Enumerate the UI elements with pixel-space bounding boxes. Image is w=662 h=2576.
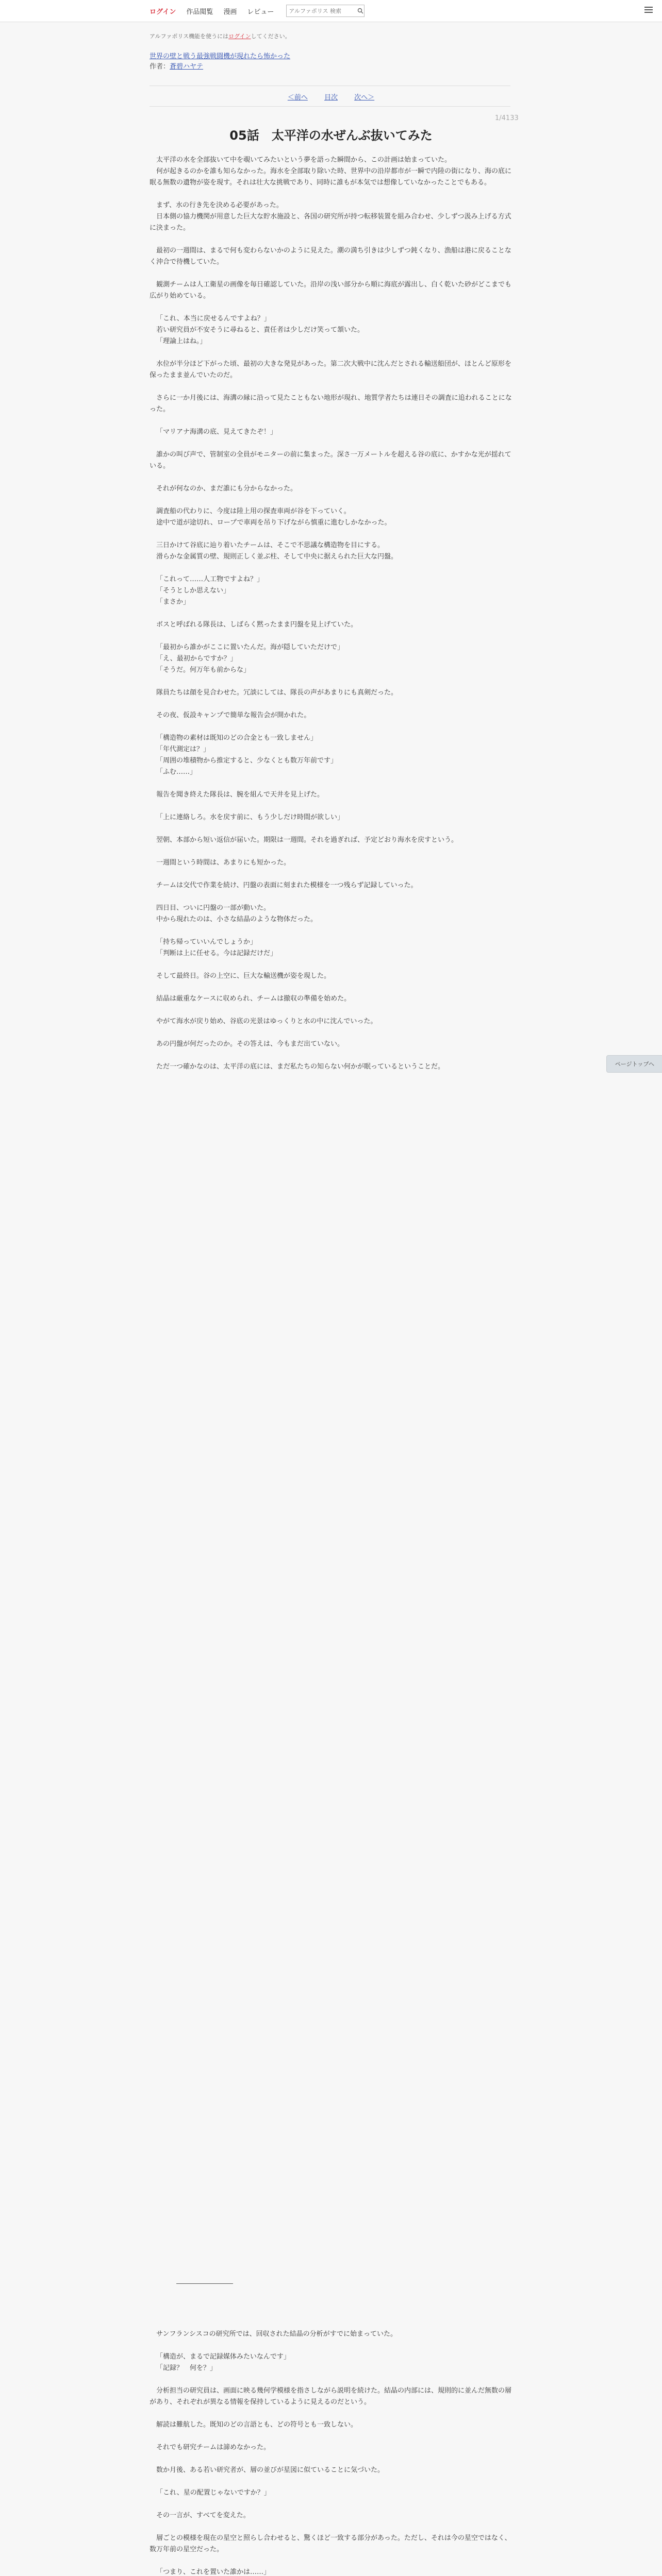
chapter-body-bottom: [150, 2329, 512, 2576]
table-of-contents-link[interactable]: 目次: [324, 94, 338, 101]
nav-manga-link[interactable]: 漫画: [223, 8, 237, 16]
body-paragraph: 翌朝、本部から短い返信が届いた。期限は一週間。それを過ぎれば、予定どおり海水を戻すという。: [156, 836, 458, 844]
body-paragraph: 何が起きるのかを誰も知らなかった。海水を全部取り除いた時、世界中の沿岸都市が一瞬で内陸の街になり、海の底に眠る無数の遺物が姿を現す。それは壮大な挑戦であり、同時に誰もが本気では想像していなかったことでもある。: [150, 167, 512, 187]
body-paragraph: [150, 302, 512, 313]
body-paragraph: [150, 721, 512, 733]
body-paragraph: [150, 869, 512, 880]
body-paragraph: 「持ち帰っていいんでしょうか」: [156, 938, 257, 946]
body-paragraph: 誰かの叫び声で、管制室の全員がモニターの前に集まった。深さ一万メートルを超える谷の底に、かすかな光が揺れている。: [150, 451, 511, 470]
chapter-body-top: [150, 155, 512, 1073]
body-paragraph: [150, 2431, 512, 2442]
body-paragraph: [150, 801, 512, 812]
chapter-title: 05話 太平洋の水ぜんぶ抜いてみた: [229, 128, 433, 143]
body-paragraph: [150, 925, 512, 937]
body-paragraph: [150, 381, 512, 393]
body-paragraph: それが何なのか、まだ誰にも分からなかった。: [156, 485, 297, 493]
body-paragraph: [150, 495, 512, 506]
body-paragraph: 観測チームは人工衛星の画像を毎日確認していた。沿岸の浅い部分から順に海底が露出し、白く乾いた砂がどこまでも広がり始めている。: [150, 281, 512, 300]
body-paragraph: 「判断は上に任せる。今は記録だけだ」: [156, 950, 277, 957]
author-label: 作者: [150, 63, 163, 71]
body-paragraph: [150, 2476, 512, 2487]
body-paragraph: 「まさか」: [156, 598, 190, 606]
body-paragraph: 層ごとの模様を現在の星空と照らし合わせると、驚くほど一致する部分があった。ただし、それは今の星空ではなく、数万年前の星空だった。: [150, 2534, 511, 2553]
search-icon[interactable]: [357, 7, 364, 15]
body-paragraph: [150, 891, 512, 903]
login-notice-suffix: してください。: [251, 33, 291, 40]
body-paragraph: 「ふむ……」: [156, 768, 197, 776]
body-paragraph: 中から現れたのは、小さな結晶のような物体だった。: [156, 916, 318, 923]
login-notice-link[interactable]: ログイン: [228, 33, 251, 40]
login-notice-prefix: アルファポリス機能を使うには: [150, 33, 229, 40]
body-paragraph: あの円盤が何だったのか。その答えは、今もまだ出ていない。: [156, 1040, 344, 1048]
body-paragraph: [150, 472, 512, 483]
body-paragraph: 「理論上はね。」: [156, 337, 207, 345]
series-info: [150, 52, 290, 72]
top-navigation-bar: [0, 0, 662, 22]
body-paragraph: 「記録？ 何を？」: [156, 2364, 217, 2372]
body-paragraph: やがて海水が戻り始め、谷底の光景はゆっくりと水の中に沈んでいった。: [156, 1018, 377, 1025]
body-paragraph: 水位が半分ほど下がった頃、最初の大きな発見があった。第二次大戦中に沈んだとされる輸送船団が、ほとんど原形を保ったまま並んでいたのだ。: [150, 360, 511, 379]
body-paragraph: [150, 2408, 512, 2419]
body-paragraph: [150, 959, 512, 971]
login-link[interactable]: ログイン: [150, 8, 176, 16]
body-paragraph: [150, 1050, 512, 1061]
body-paragraph: それでも研究チームは諦めなかった。: [156, 2444, 271, 2451]
body-paragraph: 「構造物の素材は既知のどの合金とも一致しません」: [156, 734, 318, 742]
body-paragraph: [150, 415, 512, 427]
menu-icon[interactable]: [644, 6, 653, 15]
body-paragraph: [150, 823, 512, 835]
body-paragraph: [150, 189, 512, 200]
body-paragraph: 若い研究員が不安そうに尋ねると、責任者は少しだけ笑って頷いた。: [156, 326, 365, 334]
body-paragraph: [150, 982, 512, 993]
body-paragraph: 「そうとしか思えない」: [156, 587, 230, 595]
body-paragraph: [150, 2453, 512, 2465]
series-title-link[interactable]: 世界の壁と戦う最強戦闘機が現れたら怖かった: [150, 53, 291, 60]
body-paragraph: [150, 2555, 512, 2567]
body-paragraph: 日本側の協力機関が用意した巨大な貯水施設と、各国の研究所が持つ転移装置を組み合わせ、少しずつ汲み上げる方式に決まった。: [150, 213, 511, 232]
body-paragraph: 「え、最初からですか？」: [156, 655, 237, 663]
body-paragraph: [150, 2499, 512, 2510]
body-paragraph: 「周囲の堆積物から推定すると、少なくとも数万年前です」: [156, 757, 338, 765]
body-paragraph: ただ一つ確かなのは、太平洋の底には、まだ私たちの知らない何かが眠っているということだ。: [156, 1063, 445, 1071]
body-paragraph: 結晶は厳重なケースに収められ、チームは撤収の準備を始めた。: [156, 995, 351, 1003]
nav-reviews-link[interactable]: レビュー: [247, 8, 274, 16]
body-paragraph: 「つまり、これを置いた誰かは……」: [156, 2568, 271, 2576]
chapter-number: 1/4133: [495, 114, 519, 122]
body-paragraph: 三日かけて谷底に辿り着いたチームは、そこで不思議な構造物を目にする。: [156, 541, 385, 549]
body-paragraph: 隊員たちは顔を見合わせた。冗談にしては、隊長の声があまりにも真剣だった。: [156, 689, 398, 697]
body-paragraph: 一週間という時間は、あまりにも短かった。: [156, 859, 291, 867]
body-paragraph: その一言が、すべてを変えた。: [156, 2512, 250, 2519]
body-paragraph: [150, 631, 512, 642]
body-paragraph: 最初の一週間は、まるで何も変わらないかのように見えた。潮の満ち引きは少しずつ鈍くなり、漁船は港に戻ることなく沖合で待機していた。: [150, 247, 511, 266]
body-paragraph: そして最終日。谷の上空に、巨大な輸送機が姿を現した。: [156, 972, 331, 980]
body-paragraph: 数か月後、ある若い研究者が、層の並びが星図に似ていることに気づいた。: [156, 2466, 385, 2474]
body-paragraph: [150, 1027, 512, 1039]
body-paragraph: [150, 563, 512, 574]
body-paragraph: [150, 2340, 512, 2351]
body-paragraph: 「これ、星の配置じゃないですか？」: [156, 2489, 271, 2497]
body-paragraph: [150, 438, 512, 449]
body-paragraph: さらに一か月後には、海溝の縁に沿って見たこともない地形が現れ、地質学者たちは連日その調査に追われることになった。: [150, 394, 512, 413]
body-paragraph: 「これって……人工物ですよね？」: [156, 575, 264, 583]
body-paragraph: まず、水の行き先を決める必要があった。: [156, 201, 283, 209]
login-notice: [150, 32, 291, 40]
divider: [150, 106, 510, 107]
body-paragraph: 滑らかな金属質の壁、規則正しく並ぶ柱、そして中央に据えられた巨大な円盤。: [156, 553, 398, 561]
body-paragraph: 解読は難航した。既知のどの言語とも、どの符号とも一致しない。: [156, 2421, 358, 2429]
body-paragraph: [150, 268, 512, 279]
body-paragraph: [150, 1005, 512, 1016]
body-paragraph: 「構造が、まるで記録媒体みたいなんです」: [156, 2353, 290, 2361]
body-paragraph: [150, 846, 512, 857]
section-divider: [176, 2283, 233, 2284]
body-paragraph: 太平洋の水を全部抜いて中を覗いてみたいという夢を語った瞬間から、この計画は始まっていた。: [156, 156, 452, 164]
body-paragraph: 「そうだ。何万年も前からな」: [156, 666, 251, 674]
body-paragraph: サンフランシスコの研究所では、回収された結晶の分析がすでに始まっていた。: [156, 2330, 398, 2338]
body-paragraph: [150, 529, 512, 540]
body-paragraph: [150, 234, 512, 245]
body-paragraph: 四日目、ついに円盤の一部が動いた。: [156, 904, 271, 912]
body-paragraph: [150, 2521, 512, 2533]
body-paragraph: [150, 778, 512, 789]
body-paragraph: ボスと呼ばれる隊長は、しばらく黙ったまま円盤を見上げていた。: [156, 621, 358, 629]
body-paragraph: 途中で道が途切れ、ロープで車両を吊り下げながら慎重に進むしかなかった。: [156, 519, 391, 527]
search-input[interactable]: [287, 8, 357, 14]
body-paragraph: 報告を聞き終えた隊長は、腕を組んで天井を見上げた。: [156, 791, 324, 799]
body-paragraph: 「これ、本当に戻せるんですよね？」: [156, 315, 271, 323]
body-paragraph: チームは交代で作業を続け、円盤の表面に刻まれた模様を一つ残らず記録していった。: [156, 882, 418, 889]
body-paragraph: その夜、仮設キャンプで簡単な報告会が開かれた。: [156, 711, 311, 719]
page-top-button[interactable]: ページトップへ: [606, 1055, 662, 1073]
body-paragraph: 「最初から誰かがここに置いたんだ。海が隠していただけで」: [156, 643, 344, 651]
body-paragraph: [150, 347, 512, 359]
author-row: 作者：蒼碧ハヤテ: [150, 63, 204, 71]
body-paragraph: 「年代測定は？」: [156, 745, 210, 753]
body-paragraph: [150, 676, 512, 687]
body-paragraph: 「マリアナ海溝の底、見えてきたぞ！」: [156, 428, 277, 436]
prev-chapter-link[interactable]: ＜前へ: [287, 94, 308, 101]
body-paragraph: [150, 699, 512, 710]
body-paragraph: 「上に連絡しろ。水を戻す前に、もう少しだけ時間が欲しい」: [156, 814, 344, 821]
author-link[interactable]: 蒼碧ハヤテ: [170, 63, 204, 71]
body-paragraph: 分析担当の研究員は、画面に映る幾何学模様を指さしながら説明を続けた。結晶の内部には、規則的に並んだ無数の層があり、それぞれが異なる情報を保持しているように見えるのだという。: [150, 2387, 512, 2406]
body-paragraph: [150, 608, 512, 619]
body-paragraph: [150, 2374, 512, 2385]
next-chapter-link[interactable]: 次へ＞: [354, 94, 375, 101]
chapter-pager-top: [0, 92, 662, 101]
body-paragraph: 調査船の代わりに、今度は陸上用の探査車両が谷を下っていく。: [156, 507, 351, 515]
search-box[interactable]: [286, 5, 365, 17]
nav-works-link[interactable]: 作品閲覧: [186, 8, 213, 16]
